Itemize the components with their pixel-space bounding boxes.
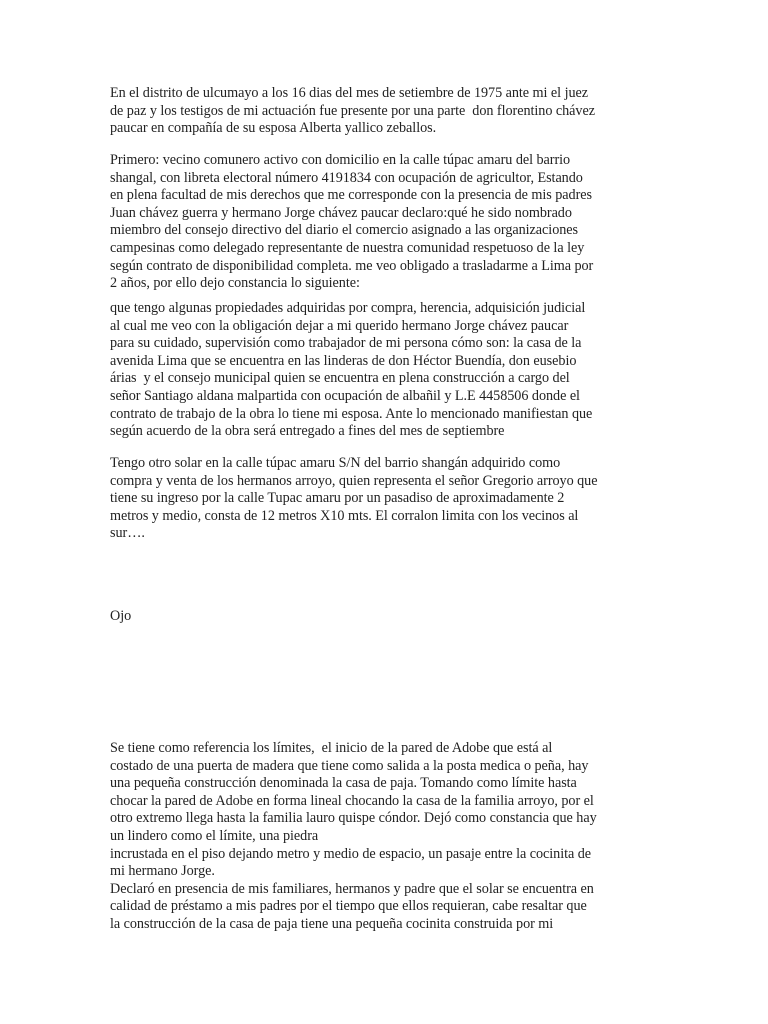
text-line: Declaró en presencia de mis familiares, hermanos y padre que el solar se encuentra en: [110, 880, 594, 897]
text-line: campesinas como delegado representante de nuestra comunidad respetuoso de la ley: [110, 239, 585, 256]
text-line: paucar en compañía de su esposa Alberta yallico zeballos.: [110, 120, 437, 137]
text-line: Primero: vecino comunero activo con domicilio en la calle túpac amaru del barrio: [110, 152, 571, 168]
text-line: una pequeña construcción denominada la casa de paja. Tomando como límite hasta: [110, 775, 577, 792]
solar-paragraph: [110, 455, 650, 543]
text-line: para su cuidado, supervisión como trabajador de mi persona cómo son: la casa de la: [110, 335, 582, 352]
text-line: de paz y los testigos de mi actuación fue presente por una parte don florentino chávez: [110, 102, 595, 119]
text-line: miembro del consejo directivo del diario el comercio asignado a las organizaciones: [110, 222, 578, 239]
text-line: calidad de préstamo a mis padres por el tiempo que ellos requieran, cabe resaltar que: [110, 898, 587, 915]
text-line: sur….: [110, 525, 145, 542]
text-line: que tengo algunas propiedades adquiridas por compra, herencia, adquisición judicial: [110, 300, 586, 316]
text-line: metros y medio, consta de 12 metros X10 mts. El corralon limita con los vecinos al: [110, 507, 579, 524]
text-line: En el distrito de ulcumayo a los 16 dias del mes de setiembre de 1975 ante mi el juez: [110, 85, 588, 101]
text-line: Juan chávez guerra y hermano Jorge chávez paucar declaro:qué he sido nombrado: [110, 204, 572, 221]
properties-paragraph: [110, 300, 650, 441]
ojo-label: Ojo: [110, 608, 132, 624]
text-line: árias y el consejo municipal quien se encuentra en plena construcción a cargo del: [110, 370, 570, 387]
text-line: en plena facultad de mis derechos que me corresponde con la presencia de mis padres: [110, 187, 592, 204]
text-line: 2 años, por ello dejo constancia lo siguiente:: [110, 275, 360, 292]
text-line: tiene su ingreso por la calle Tupac amaru por un pasadiso de aproximadamente 2: [110, 490, 565, 507]
text-line: la construcción de la casa de paja tiene una pequeña cocinita construida por mi: [110, 915, 554, 932]
text-line: según acuerdo de la obra será entregado a fines del mes de septiembre: [110, 423, 505, 440]
text-line: al cual me veo con la obligación dejar a mi querido hermano Jorge chávez paucar: [110, 317, 569, 334]
text-line: según contrato de disponibilidad completa. me veo obligado a trasladarme a Lima por: [110, 257, 594, 274]
text-line: avenida Lima que se encuentra en las linderas de don Héctor Buendía, don eusebio: [110, 352, 577, 369]
limits-paragraph: [110, 740, 650, 934]
text-line: señor Santiago aldana malpartida con ocupación de albañil y L.E 4458506 donde el: [110, 387, 580, 404]
primero-paragraph: [110, 152, 650, 293]
text-line: otro extremo llega hasta la familia lauro quispe cóndor. Dejó como constancia que hay: [110, 810, 597, 827]
text-line: shangal, con libreta electoral número 4191834 con ocupación de agricultor, Estando: [110, 169, 583, 186]
text-line: chocar la pared de Adobe en forma lineal chocando la casa de la familia arroyo, por el: [110, 792, 594, 809]
text-line: Tengo otro solar en la calle túpac amaru S/N del barrio shangán adquirido como: [110, 455, 561, 471]
text-line: costado de una puerta de madera que tiene como salida a la posta medica o peña, hay: [110, 757, 589, 774]
ojo-note: [110, 608, 650, 626]
text-line: incrustada en el piso dejando metro y medio de espacio, un pasaje entre la cocinita de: [110, 845, 592, 862]
text-line: contrato de trabajo de la obra lo tiene mi esposa. Ante lo mencionado manifiestan que: [110, 405, 593, 422]
intro-paragraph: [110, 85, 650, 138]
text-line: compra y venta de los hermanos arroyo, quien representa el señor Gregorio arroyo que: [110, 472, 598, 489]
text-line: mi hermano Jorge.: [110, 863, 215, 880]
text-line: un lindero como el límite, una piedra: [110, 827, 319, 844]
text-line: Se tiene como referencia los límites, el inicio de la pared de Adobe que está al: [110, 740, 553, 756]
